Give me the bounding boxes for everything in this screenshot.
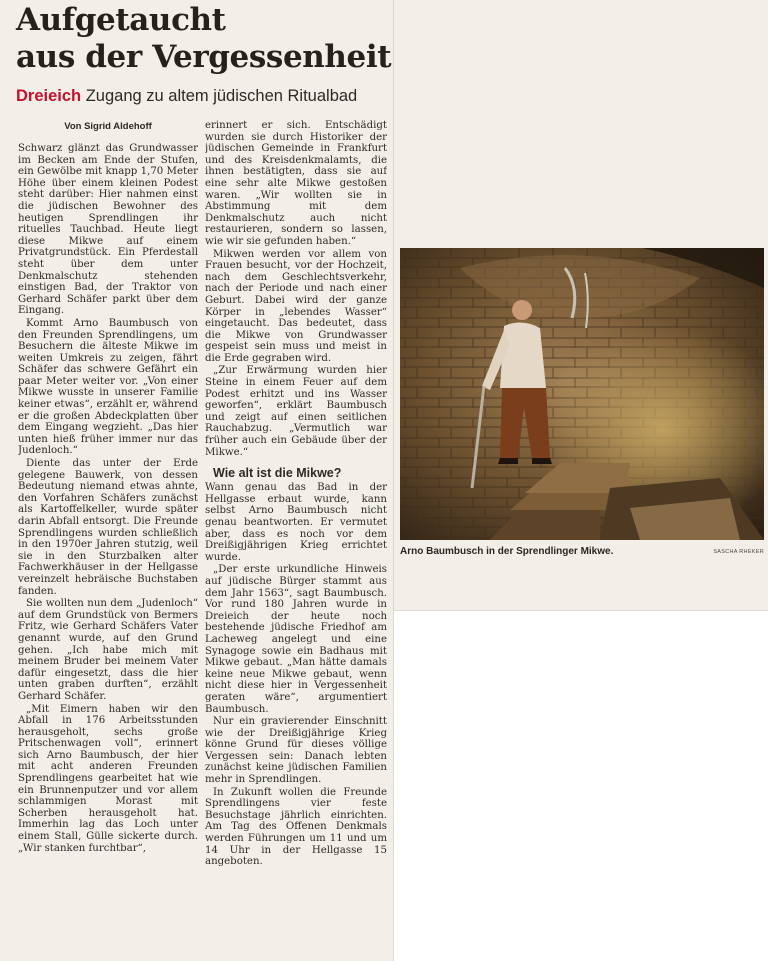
photo-credit: SASCHA RHEKER (713, 549, 764, 555)
paragraph: „Der erste urkundliche Hinweis auf jüdische Bürger stammt aus dem Jahr 1563“, sagt Baumbusch. Vor rund 180 Jahren wurde in Dreieich der heute noch bestehende jüdische Friedhof am Lacheweg angelegt und eine Synagoge sowie ein Badhaus mit Mikwe gebaut. „Man hätte damals keine neue Mikwe gebaut, wenn nicht diese hier in Vergessenheit geraten wäre“, argumentiert Baumbusch. (205, 564, 387, 715)
paragraph: „Mit Eimern haben wir den Abfall in 176 Arbeitsstunden herausgeholt, sechs große Pritschenwagen voll“, erinnert sich Arno Baumbusch, der hier mit acht anderen Freunden Sprendlingens gearbeitet hat wie ein Brunnenputzer und vor allem schlammigen Morast mit Scherben herausgeholt hat. Immerhin lag das Loch unter einem Stall, Gülle sickerte durch. „Wir stanken furchtbar“, (18, 703, 198, 854)
paragraph: erinnert er sich. Entschädigt wurden sie durch Historiker der jüdischen Gemeinde in Frankfurt und des Kreisdenkmalamts, die ihnen bestätigten, dass sie auf eine sehr alte Mikwe gestoßen waren. „Wir wollten sie in Abstimmung mit dem Denkmalschutz auch nicht restaurieren, sondern so lassen, wie wir sie gefunden haben.“ (205, 120, 387, 247)
headline-line-2: aus der Vergessenheit (16, 39, 392, 75)
paragraph: Kommt Arno Baumbusch von den Freunden Sprendlingens, um Besuchern die älteste Mikwe im weiten Umkreis zu zeigen, fährt Schäfer das schwere Gefährt ein paar Meter weiter vor. „Von einer Mikwe wusste in unserer Familie keiner etwas“, erzählt er, während er die großen Abdeckplatten über dem Eingang wegzieht. „Das hier unten hieß früher immer nur das Judenloch.“ (18, 317, 198, 457)
mikwe-photo-illustration (400, 248, 764, 540)
headline-line-1: Aufgetaucht (16, 2, 226, 38)
article-headline (16, 2, 392, 76)
paragraph: Nur ein gravierender Einschnitt wie der Dreißigjährige Krieg könne Grund für dieses völlige Vergessen sein: Danach lebten zunächst keine jüdischen Familien mehr in Sprendlingen. (205, 716, 387, 786)
kicker-location: Dreieich (16, 87, 82, 105)
deck-text: Zugang zu altem jüdischen Ritualbad (85, 87, 358, 105)
article-subhead (16, 86, 386, 106)
article-column-1 (18, 120, 198, 956)
article-photo (400, 248, 764, 540)
section-subheading: Wie alt ist die Mikwe? (213, 466, 342, 481)
paragraph: Sie wollten nun dem „Judenloch“ auf dem Grundstück von Bermers Fritz, wie Gerhard Schäfers Vater genannt wurde, auf den Grund gehen. „Ich habe mich mit meinem Bruder bei meinem Vater dafür eingesetzt, dass die hier unten graben durften“, erzählt Gerhard Schäfer. (18, 598, 198, 702)
paragraph: Wann genau das Bad in der Hellgasse erbaut wurde, kann selbst Arno Baumbusch nicht genau beantworten. Er vermutet aber, dass es noch vor dem Dreißigjährigen Krieg errichtet wurde. (205, 482, 387, 563)
byline: Von Sigrid Aldehoff (64, 121, 152, 132)
paragraph: „Zur Erwärmung wurden hier Steine in einem Feuer auf dem Podest erhitzt und ins Wasser geworfen“, erklärt Baumbusch und zeigt auf einen seitlichen Rauchabzug. „Vermutlich war früher auch ein Gebäude über der Mikwe.“ (205, 365, 387, 458)
article-column-2 (205, 120, 387, 956)
paragraph: Diente das unter der Erde gelegene Bauwerk, von dessen Bedeutung niemand etwas ahnte, den Vorfahren Schäfers zunächst als Kartoffelkeller, wurde später darin Abfall entsorgt. Die Freunde Sprendlingens wurden schließlich in den 1970er Jahren stutzig, weil sie in den Sturzbalken alter Fachwerkhäuser in der Hellgasse vereinzelt hebräische Buchstaben fanden. (18, 458, 198, 597)
photo-caption: Arno Baumbusch in der Sprendlinger Mikwe. (400, 546, 614, 557)
paragraph: Schwarz glänzt das Grundwasser im Becken am Ende der Stufen, ein Gewölbe mit knapp 1,70 Meter Höhe über einem kleinen Podest steht darüber: Hier nahmen einst die jüdischen Bewohner des heutigen Sprendlingen ihr rituelles Tauchbad. Heute liegt diese Mikwe auf einem Privatgrundstück. Ein Pferdestall steht über dem unter Denkmalschutz stehenden einstigen Bad, der Traktor von Gerhard Schäfer parkt über dem Eingang. (18, 143, 198, 317)
paragraph: In Zukunft wollen die Freunde Sprendlingens vier feste Besuchstage jährlich einrichten. Am Tag des Offenen Denkmals werden Führungen um 11 und um 14 Uhr in der Hellgasse 15 angeboten. (205, 786, 387, 868)
paragraph: Mikwen werden vor allem von Frauen besucht, vor der Hochzeit, nach dem Geschlechtsverkehr, nach der Periode und nach einer Geburt. Dabei wird der ganze Körper in „lebendes Wasser“ eingetaucht. Das bedeutet, dass die Mikwe von Grundwasser gespeist sein muss und meist in die Erde gegraben wird. (205, 248, 387, 364)
